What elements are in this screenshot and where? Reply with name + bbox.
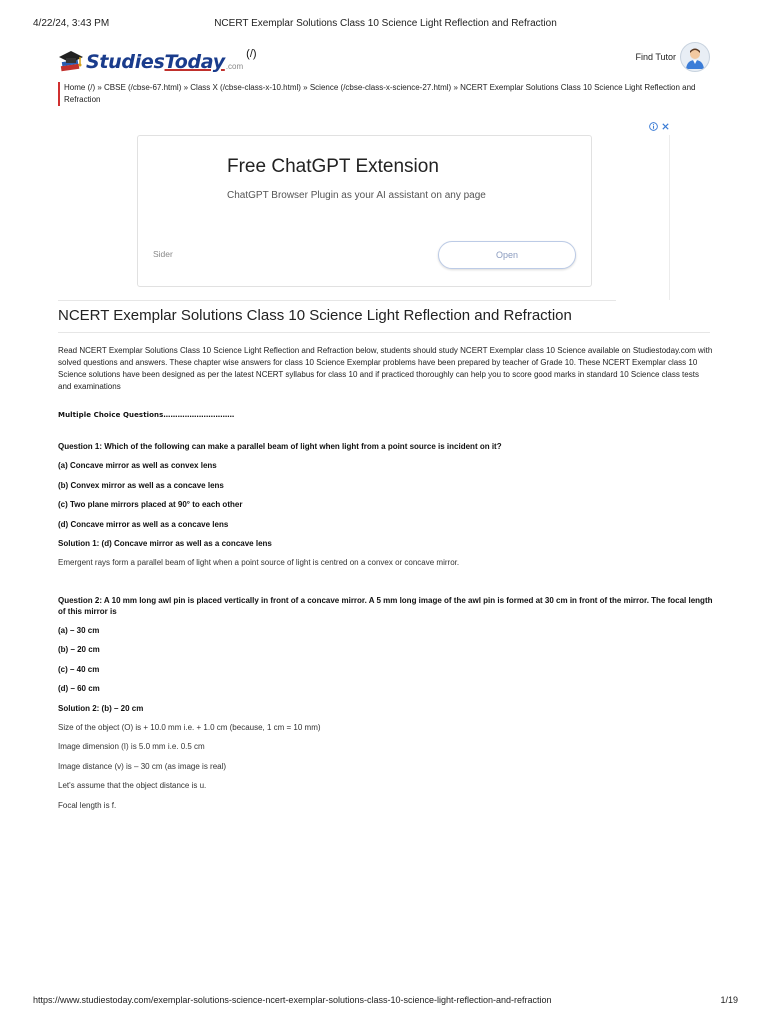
print-title: NCERT Exemplar Solutions Class 10 Science Light Reflection and Refraction [214,18,557,29]
print-footer [33,995,738,1007]
graduation-cap-icon [58,48,84,74]
page-number: 1/19 [720,995,738,1005]
find-tutor-label[interactable]: Find Tutor [635,52,676,62]
solution-line: Size of the object (O) is + 10.0 mm i.e. + 1.0 cm (because, 1 cm = 10 mm) [58,722,321,732]
intro-paragraph: Read NCERT Exemplar Solutions Class 10 Science Light Reflection and Refraction below, students should study NCERT Exemplar class 10 Science available on Studiestoday.com with solved questions and answers. These chapter wise answers for class 10 Science Exemplar problems have been prepared by teacher of Grade 10. These NCERT Exemplar class 10 Science solutions have been designed as per the latest NCERT syllabus for class 10 and if practiced thoroughly can help you to score good marks in standard 10 Science class tests and examinations [58,346,713,391]
option: (d) – 60 cm [58,684,100,693]
solution-line: Image dimension (I) is 5.0 mm i.e. 0.5 cm [58,742,205,751]
option: (a) Concave mirror as well as convex lens [58,461,217,470]
divider [669,135,670,300]
tutor-avatar-icon[interactable] [680,42,710,72]
option: (b) Convex mirror as well as a concave lens [58,480,224,490]
article-content [58,411,714,819]
ad-brand: Sider [153,249,173,259]
ad-open-button[interactable]: Open [438,241,576,269]
print-header [33,18,738,32]
option: (d) Concave mirror as well as a concave lens [58,519,229,529]
solution-line: Image distance (v) is – 30 cm (as image is real) [58,761,227,771]
print-date: 4/22/24, 3:43 PM [33,18,110,29]
option: (c) – 40 cm [58,664,100,674]
find-tutor[interactable] [635,42,710,72]
ad-controls[interactable] [649,122,670,131]
divider [58,300,616,301]
brand-second: Today [164,51,225,73]
advertisement[interactable] [137,135,592,287]
solution-1: Solution 1: (d) Concave mirror as well as a concave lens [58,539,272,548]
explanation-1: Emergent rays form a parallel beam of light when a point source of light is centred on a convex or concave mirror. [58,558,460,567]
solution-line: Let's assume that the object distance is u. [58,781,207,790]
site-logo[interactable] [58,42,257,74]
option: (a) – 30 cm [58,625,100,635]
solution-2: Solution 2: (b) – 20 cm [58,703,144,713]
option: (c) Two plane mirrors placed at 90° to each other [58,500,243,509]
print-url: https://www.studiestoday.com/exemplar-solutions-science-ncert-exemplar-solutions-class-10-science-light-reflection-and-refraction [33,995,552,1005]
brand-name [86,50,225,74]
site-header [58,40,710,76]
mcq-heading: Multiple Choice Questions………………………… [58,411,235,419]
ad-subtitle: ChatGPT Browser Plugin as your AI assistant on any page [227,190,486,201]
question-1: Question 1: Which of the following can make a parallel beam of light when light from a point source is incident on it? [58,442,502,451]
brand-suffix: .com [225,62,244,71]
person-icon [683,45,707,69]
info-icon[interactable] [649,122,658,131]
question-2: Question 2: A 10 mm long awl pin is placed vertically in front of a concave mirror. A 5 mm long image of the awl pin is formed at 30 cm in front of the mirror. The focal length of this mirror is [58,595,713,616]
breadcrumb[interactable]: Home (/) » CBSE (/cbse-67.html) » Class X (/cbse-class-x-10.html) » Science (/cbse-class-x-science-27.html) » NCERT Exemplar Solutions Class 10 Science Light Reflection and Refraction [58,82,704,106]
close-icon[interactable] [661,122,670,131]
option: (b) – 20 cm [58,645,100,654]
home-link[interactable]: (/) [246,48,257,60]
brand-first: Studies [86,51,165,73]
ad-title: Free ChatGPT Extension [227,156,439,177]
page-title: NCERT Exemplar Solutions Class 10 Science Light Reflection and Refraction [58,307,710,333]
solution-line: Focal length is f. [58,800,117,810]
